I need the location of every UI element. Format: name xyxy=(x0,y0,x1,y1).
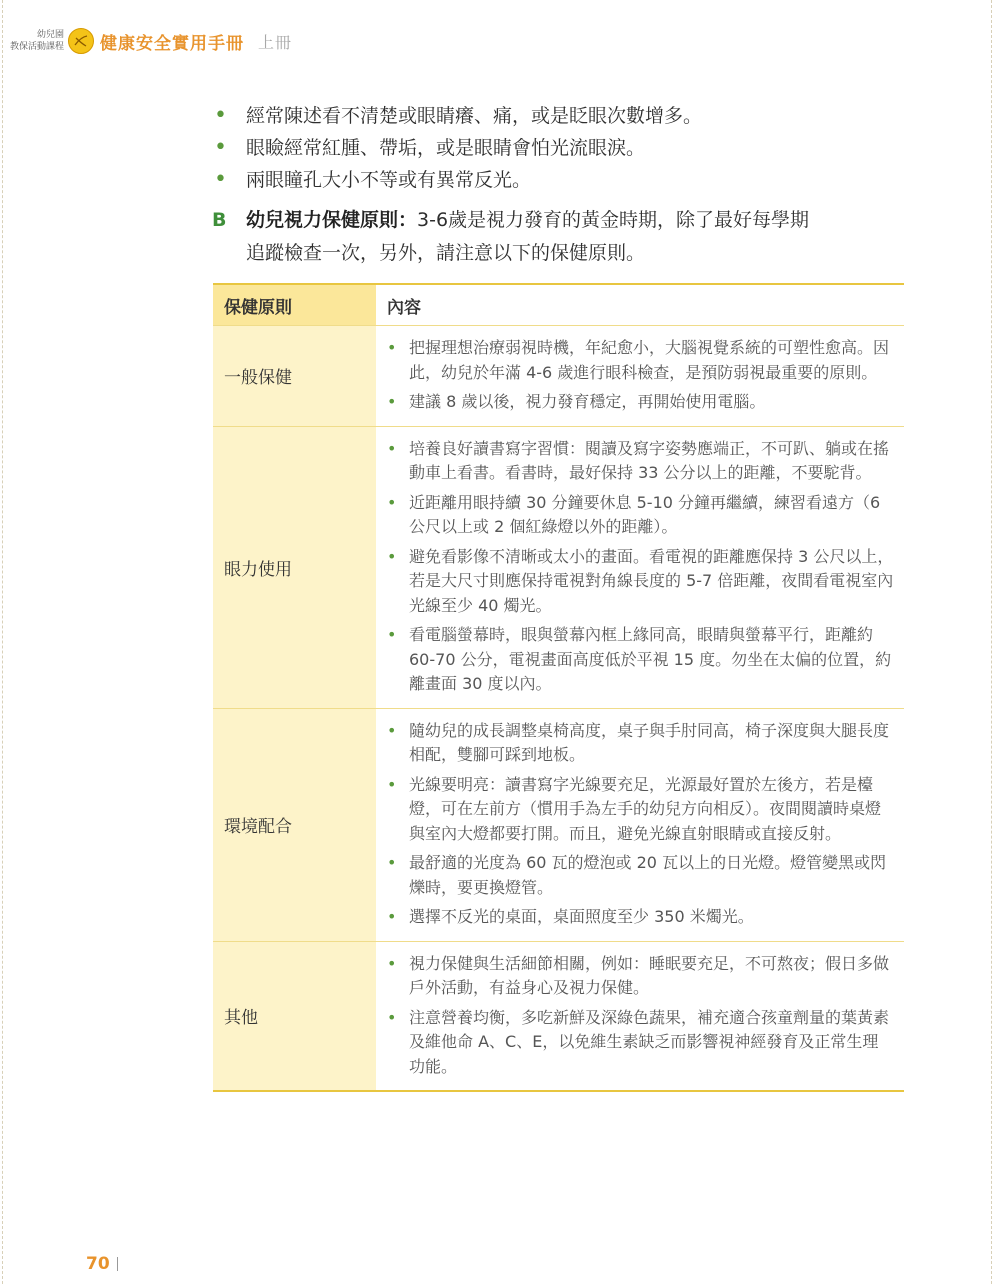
section-letter: B xyxy=(212,209,227,231)
content-item-text: 注意營養均衡，多吃新鮮及深綠色蔬果，補充適合孩童劑量的葉黃素及維他命 A、C、E，以免維生素缺乏而影響視神經發育及正常生理功能。 xyxy=(409,1007,890,1076)
content-item-text: 隨幼兒的成長調整桌椅高度，桌子與手肘同高，椅子深度與大腿長度相配，雙腳可踩到地板。 xyxy=(409,720,890,764)
table-row xyxy=(213,325,904,426)
section-text-line2: 追蹤檢查一次，另外，請注意以下的保健原則。 xyxy=(246,242,646,264)
content-item-text: 近距離用眼持續 30 分鐘要休息 5-10 分鐘再繼續，練習看遠方（6 公尺以上或 2 個紅綠燈以外的距離）。 xyxy=(409,492,881,536)
content-item-text: 選擇不反光的桌面，桌面照度至少 350 米燭光。 xyxy=(409,907,754,926)
bullet-icon: • xyxy=(387,1007,397,1027)
symptom-list xyxy=(214,100,914,196)
content-item-text: 看電腦螢幕時，眼與螢幕內框上緣同高，眼睛與螢幕平行，距離約 60-70 公分，電視畫面高度低於平視 15 度。勿坐在太偏的位置，約離畫面 30 度以內。 xyxy=(409,625,892,693)
content-item-text: 建議 8 歲以後，視力發育穩定，再開始使用電腦。 xyxy=(409,392,766,411)
table-row xyxy=(213,708,904,941)
content-item xyxy=(387,437,894,486)
content-cell xyxy=(376,942,904,1091)
principle-cell: 眼力使用 xyxy=(213,427,376,708)
table-row xyxy=(213,941,904,1091)
section-heading: 幼兒視力保健原則： xyxy=(246,209,418,231)
volume-label: 上冊 xyxy=(258,32,293,52)
bullet-icon: • xyxy=(387,853,397,872)
bullet-icon: • xyxy=(387,338,397,357)
bullet-icon: • xyxy=(387,774,397,794)
list-item-text: 眼瞼經常紅腫、帶垢，或是眼睛會怕光流眼淚。 xyxy=(246,137,646,159)
content-item xyxy=(387,719,894,768)
principle-cell: 環境配合 xyxy=(213,709,376,941)
content-item xyxy=(387,623,894,697)
ball-logo-icon xyxy=(68,28,94,54)
bullet-icon: • xyxy=(387,907,397,926)
principle-cell: 一般保健 xyxy=(213,326,376,426)
section-text-line1: 3-6歲是視力發育的黃金時期，除了最好每學期 xyxy=(417,209,810,231)
series-label-line2: 教保活動課程 xyxy=(10,42,65,52)
eye-care-table xyxy=(213,283,904,1092)
content-item-text: 培養良好讀書寫字習慣：閱讀及寫字姿勢應端正，不可趴、躺或在搖動車上看書。看書時，最好保持 33 公分以上的距離，不要駝背。 xyxy=(409,438,890,482)
book-title: 健康安全實用手冊 xyxy=(100,33,245,54)
content-item xyxy=(387,952,894,1001)
content-item-text: 光線要明亮：讀書寫字光線要充足，光源最好置於左後方，若是檯燈，可在左前方（慣用手為左手的幼兒方向相反）。夜間閱讀時桌燈與室內大燈都要打開。而且，避免光線直射眼睛或直接反射。 xyxy=(409,774,882,843)
content-item-text: 最舒適的光度為 60 瓦的燈泡或 20 瓦以上的日光燈。燈管變黑或閃爍時，要更換燈管。 xyxy=(409,853,887,897)
list-item-text: 經常陳述看不清楚或眼睛癢、痛，或是眨眼次數增多。 xyxy=(246,105,703,127)
bullet-icon: • xyxy=(214,167,227,192)
bullet-icon: • xyxy=(214,135,227,160)
principle-cell: 其他 xyxy=(213,942,376,1091)
content-item xyxy=(387,390,894,415)
series-label-line1: 幼兒園 xyxy=(37,30,65,40)
content-cell xyxy=(376,709,904,941)
bullet-icon: • xyxy=(387,392,397,411)
column-header-principle: 保健原則 xyxy=(213,285,376,325)
bullet-icon: • xyxy=(214,103,227,128)
content-item xyxy=(387,905,894,930)
content-item xyxy=(387,491,894,540)
content-item xyxy=(387,1006,894,1080)
content-item xyxy=(387,773,894,847)
section-b-text xyxy=(246,204,809,270)
page-number: 70 xyxy=(86,1254,110,1274)
content-item-text: 視力保健與生活細節相關，例如：睡眠要充足，不可熬夜；假日多做戶外活動，有益身心及視力保健。 xyxy=(409,953,890,997)
series-label xyxy=(10,29,64,53)
list-item xyxy=(214,100,914,132)
content-cell xyxy=(376,427,904,708)
page-number-divider xyxy=(117,1257,118,1271)
content-item-text: 避免看影像不清晰或太小的畫面。看電視的距離應保持 3 公尺以上，若是大尺寸則應保持電視對角線長度的 5-7 倍距離，夜間看電視室內光線至少 40 燭光。 xyxy=(409,546,894,615)
section-b xyxy=(212,204,908,270)
content-item xyxy=(387,336,894,385)
table-header-row xyxy=(213,285,904,325)
bullet-icon: • xyxy=(387,720,397,740)
bullet-icon: • xyxy=(387,953,397,973)
bullet-icon: • xyxy=(387,492,397,512)
content-cell xyxy=(376,326,904,426)
bullet-icon: • xyxy=(387,546,397,566)
list-item xyxy=(214,164,914,196)
bullet-icon: • xyxy=(387,438,397,458)
content-item xyxy=(387,545,894,619)
content-item xyxy=(387,851,894,900)
list-item-text: 兩眼瞳孔大小不等或有異常反光。 xyxy=(246,169,532,191)
column-header-content: 內容 xyxy=(387,297,421,318)
bullet-icon: • xyxy=(387,625,397,644)
content-item-text: 把握理想治療弱視時機，年紀愈小，大腦視覺系統的可塑性愈高。因此，幼兒於年滿 4-6 歲進行眼科檢查，是預防弱視最重要的原則。 xyxy=(409,338,890,382)
table-row xyxy=(213,426,904,708)
list-item xyxy=(214,132,914,164)
running-header xyxy=(10,24,292,58)
